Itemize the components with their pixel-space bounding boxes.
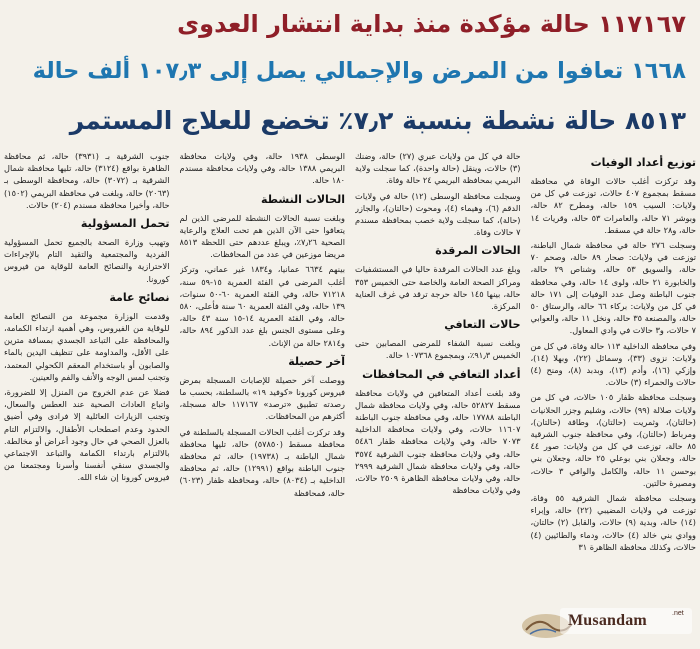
- watermark-text: Musandam: [568, 612, 647, 629]
- site-watermark: [520, 596, 696, 644]
- headlines-block: [0, 0, 700, 146]
- paragraph: وتهيب وزارة الصحة بالجميع تحمل المسؤولية الفردية والمجتمعية والتقيد التام بالإجراءات الاحترازية والنصائح العامة للوقاية من فيروس كورونا.: [4, 237, 170, 284]
- subheading-recovery-governorates: أعداد التعافي في المحافظات: [362, 367, 521, 381]
- column-2: [355, 150, 521, 645]
- headline-active-cases: ٨٥١٣ حالة نشطة بنسبة ٧٫٢٪ تخضع للعلاج المستمر: [69, 106, 686, 135]
- paragraph: الوسطى ١٩٣٨ حالة، وفي ولايات محافظة البريمي ١٣٨٨ حالة، وفي ولايات محافظة مسندم ١٨٠ حالة.: [179, 151, 345, 186]
- watermark-suffix: .net: [672, 610, 684, 617]
- headline-recoveries: ١٦٦٨ تعافوا من المرض والإجمالي يصل إلى ١٠٧٫٣ ألف حالة: [32, 58, 686, 84]
- paragraph: وسجلت محافظة شمال الشرقية ٥٥ وفاة، توزعت في ولايات المضيبي (٢٢) حالة، وإبراء (١٤) حالة، وبدية (٩) حالات، والقابل (٢) حالتان، ووادي بني خالد (٤) حالات، ودماء والطائيين (٤) حالات، وكذلك محافظة الظاهرة ٣١: [530, 493, 696, 552]
- paragraph: وقدمت الوزارة مجموعة من النصائح العامة للوقاية من الفيروس، وهي أهمية ارتداء الكمامة، والمحافظة على التباعد الجسدي بمسافة مترين على الأقل، والمداومة على تنظيف اليدين بالماء والصابون أو باستخدام المعقم الكحولي المعتمد، وتجنب لمس الوجه والأنف والفم والعينين.: [4, 310, 170, 382]
- paragraph: وبلغت نسبة الحالات النشطة للمرضى الذين لم يتعافوا حتى الآن الذين هم تحت العلاج والرعاية الصحية ٧٫٢٦٪، ويبلغ عددهم حتى اللحظة ٨٥١٣ مريضا موزعين في عدد من المحافظات.: [179, 212, 345, 260]
- paragraph: وبلغ عدد الحالات المرقدة حاليا في المستشفيات ومراكز الصحة العامة والخاصة حتى الخميس ٣٥٣ حالة، بينها ١٤٥ حالة حرجة ترقد في غرف العناية المركزة.: [355, 264, 521, 312]
- paragraph: جنوب الشرقية بـ (٣٩٣١) حالة، ثم محافظة الظاهرة بواقع (٣١٢٤) حالة، تليها محافظة شمال الشرقية بـ (٣٠٧٢) حالة، ومحافظة الوسطى بـ (٢٠٦٣) حالة، وبلغت في محافظة البريمي (١٥٠٢) حالة، وأخيرا محافظة مسندم (٢٠٤) حالات.: [4, 151, 170, 210]
- paragraph: وسجلت محافظة ظفار ١٠٥ حالات، في كل من ولايات صلالة (٩٩) حالات، وشليم وجزر الحلانيات (حالتان)، وثمريت (حالتان)، وطاقة (حالتان)، ومرباط (حالتان)، وفي محافظة جنوب الشرقية ٨٥ حالة، توزعت في كل من ولايات: صور ٤٤ حالة، وجعلان بني بوعلي ٢٥ حالة، وجعلان بني بوحسن ١١ حالة، والكامل والوافي ٣ حالات، ومصيرة حالتين.: [530, 392, 696, 488]
- paragraph: وبلغت نسبة الشفاء للمرضى المصابين حتى الخميس ٩١٫٣٪، وبمجموع ١٠٧٣٦٨ حالة.: [355, 338, 521, 361]
- subheading-responsibility: تحمل المسؤولية: [80, 217, 170, 231]
- subheading-hospitalized: الحالات المرقدة: [435, 244, 521, 258]
- column-3: [180, 150, 346, 645]
- subheading-deaths: توزيع أعداد الوفيات: [590, 156, 696, 169]
- subheading-latest-tally: آخر حصيلة: [288, 354, 345, 368]
- paragraph: وقد تركزت أغلب حالات الوفاة في محافظة مسقط بمجموع ٤٠٧ حالات، توزعت في كل من ولايات: السيب ١٥٩ حالة، ومطرح ٨٢ حالة، وبوشر ٧١ حالة، والعامرات ٥٣ حالة، وقريات ١٤ حالة، و٢٨ حالة في مسقط.: [530, 176, 696, 235]
- paragraph: حالة في كل من ولايات عبري (٢٧) حالة، وضنك (٣) حالات، وينقل (حالة واحدة)، كما سجلت ولاية البريمي بمحافظة البريمي ٢٤ حالة وفاة.: [355, 151, 521, 186]
- headline-total-cases: ١١٧١٦٧ حالة مؤكدة منذ بداية انتشار العدوى: [177, 10, 686, 38]
- paragraph: وسجلت ٢٧٦ حالة في محافظة شمال الباطنة، توزعت في ولايات: صحار ٨٩ حالة، وصحم ٧٠ حالة، والسويق ٥٣ حالة، وشناص ٢٩ حالة، والخابورة ٢١ حالة، ولوى ١٤ حالة، وفي محافظة جنوب الباطنة وصل عدد الوفيات إلى ١٧١ حالة في كل من ولايات: بركاء ٦٦ حالة، والرستاق ٥٠ حالة، والمصنعة ٣٥ حالة، ونخل ١١ حالة، والعوابي ٧ حالات، و٣ حالات في وادي المعاول.: [530, 240, 696, 336]
- paragraph: وقد بلغت أعداد المتعافين في ولايات محافظة مسقط ٥٢٨٢٧ حالة، وفي ولايات محافظة شمال الباطنة ١٧٧٨٨ حالة، وفي محافظة جنوب الباطنة ١١٦٠٧ حالات، وفي ولايات محافظة الداخلية ٧٠٧٣ حالة، وفي ولايات محافظة ظفار ٥٤٨٦ حالة، وفي ولايات محافظة جنوب الشرقية ٣٥٧٤ حالة، وفي ولايات محافظة شمال الشرقية ٢٩٩٩ حالة، وفي ولايات محافظة الظاهرة ٢٥٠٩ حالات، وفي ولايات محافظة: [355, 387, 521, 496]
- subheading-recovery: حالات التعافي: [444, 318, 521, 332]
- paragraph: بينهم ٦٦٣٤ عمانيا، و١٨٣٤ غير عماني، وتركز أغلب المرضى في الفئة العمرية ١٥-٥٩ سنة، ٧١٢١٨ حالة، وفي الفئة العمرية ٦٠-٥٠ سنوات، ١٣٩ حالة، وفي الفئة العمرية ٦٠ سنة فأعلى، ٥٨٠ حالة، وفي الفئة العمرية ١٤-١٥ سنة ٤٣ حالة، وعلى مستوى الجنس بلغ عدد الذكور ٨٩٤ حالة، و٢٨١٤ حالة من الإناث.: [179, 264, 345, 348]
- paragraph: وسجلت محافظة الوسطى (١٢) حالة في ولايات الدقم (٦)، وهيماء (٤)، ومحوت (حالتان)، والجازر (حالة)، كما سجلت ولاية خصب بمحافظة مسندم ٧ حالات وفاة.: [355, 190, 521, 238]
- article-columns: [4, 150, 696, 645]
- paragraph: فضلا عن عدم الخروج من المنزل إلا للضرورة، واتباع العادات الصحية عند العطس والسعال، وتجنب الزيارات العائلية إلا فرادى وفي أضيق الحدود وعدم اصطحاب الأطفال، والالتزام التام بالعزل الصحي في حال وجود أعراض أو مخالطة. بالالتزام بارتداء الكمامة والتباعد الاجتماعي والجسدي سنقي أنفسنا وأسرنا ومجتمعنا من فيروس كورونا إن شاء الله.: [4, 387, 170, 483]
- paragraph: وقد تركزت أغلب الحالات المسجلة بالسلطنة في محافظة مسقط (٥٧٨٥٠) حالة، تليها محافظة شمال الباطنة بـ (١٩٧٣٨) حالة، ثم محافظة جنوب الباطنة بواقع (١٢٩٩١) حالة، ثم محافظة الداخلية بـ (٨٠٣٤) حالة، ومحافظة ظفار (٦٠٢٣) حالة، فمحافظة: [179, 426, 345, 498]
- paragraph: وفي محافظة الداخلية ١١٣ حالة وفاة، في كل من ولايات: نزوى (٣٣)، وسمائل (٢٢)، وبهلا (١٤)، وإزكي (١٦)، وأدم (١٣)، وبدبد (٨)، ومنح (٤) حالات والحمراء (٣) حالات.: [530, 340, 696, 388]
- paragraph: ووصلت آخر حصيلة للإصابات المسجلة بمرض فيروس كورونا «كوفيد ١٩» بالسلطنة، بحسب ما رصدته تطبيق «ترصد» ١١٧١٦٧ حالة مسجلة، أكثرهم من المحافظات.: [179, 374, 345, 422]
- subheading-active-cases: الحالات النشطة: [260, 192, 345, 206]
- column-4: [4, 150, 170, 645]
- subheading-general-tips: نصائح عامة: [109, 290, 170, 304]
- column-1: [531, 150, 697, 645]
